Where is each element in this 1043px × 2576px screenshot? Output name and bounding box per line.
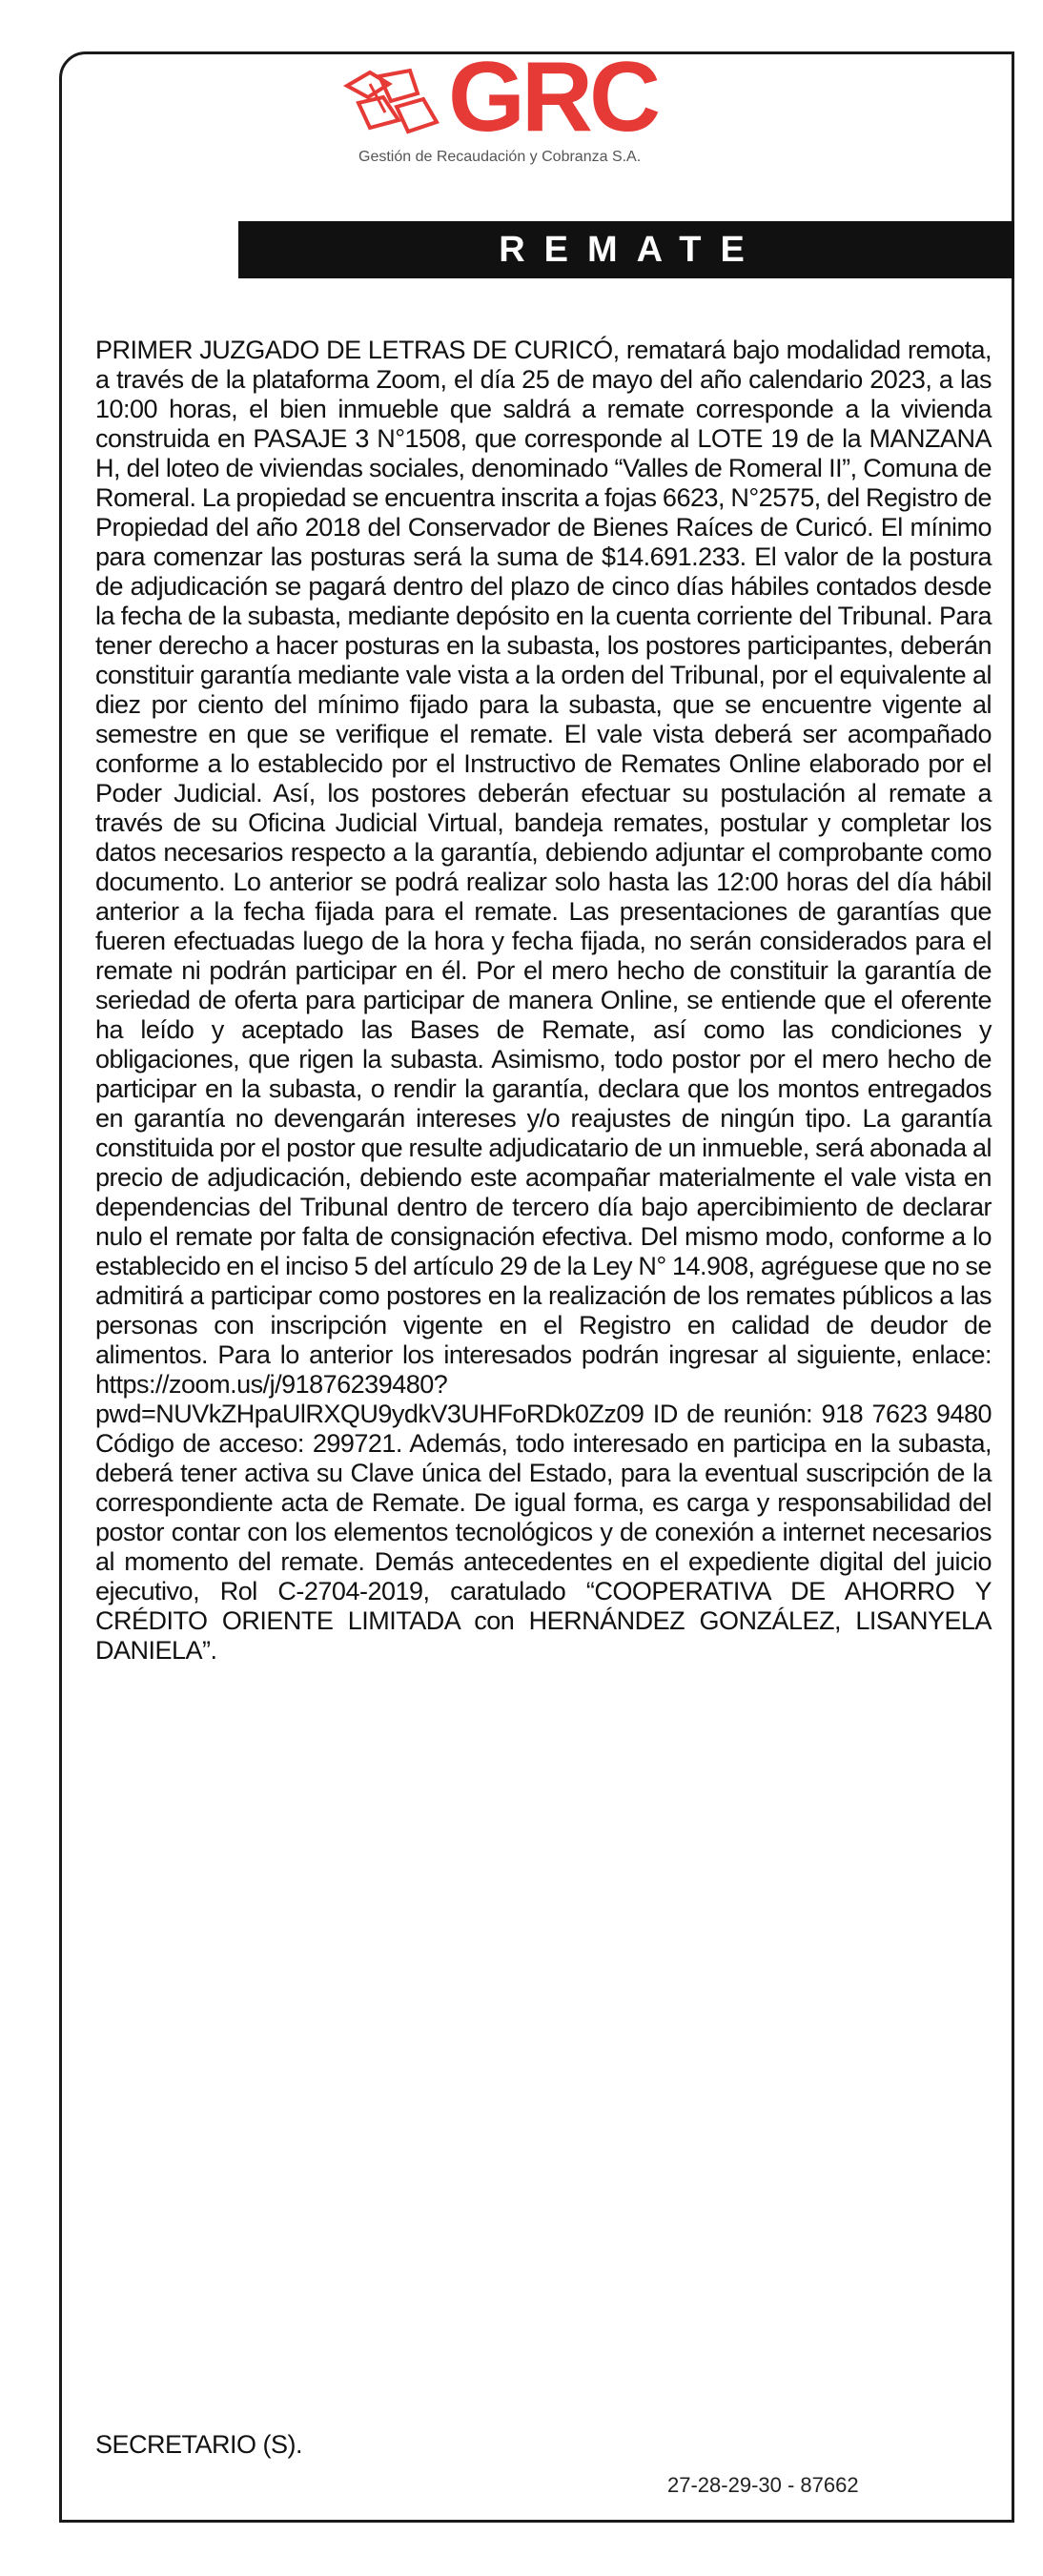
notice-body: PRIMER JUZGADO DE LETRAS DE CURICÓ, rematará bajo modalidad remota, a través de la plataforma Zoom, el día 25 de mayo del año calendario 2023, a las 10:00 horas, el bien inmueble que saldrá a remate corresponde a la vivienda construida en PASAJE 3 N°1508, que corresponde al LOTE 19 de la MANZANA H, del loteo de viviendas sociales, denominado “Valles de Romeral II”, Comuna de Romeral. La propiedad se encuentra inscrita a fojas 6623, N°2575, del Registro de Propiedad del año 2018 del Conservador de Bienes Raíces de Curicó. El mínimo para comenzar las posturas será la suma de $14.691.233. El valor de la postura de adjudicación se pagará dentro del plazo de cinco días hábiles contados desde la fecha de la subasta, mediante depósito en la cuenta corriente del Tribunal. Para tener derecho a hacer posturas en la subasta, los postores participantes, deberán constituir garantía mediante vale vista a la orden del Tribunal, por el equivalente al diez por ciento del mínimo fijado para la subasta, que se encuentre vigente al semestre en que se verifique el remate. El vale vista deberá ser acompañado conforme a lo establecido por el Instructivo de Remates Online elaborado por el Poder Judicial. Así, los postores deberán efectuar su postulación al remate a través de su Oficina Judicial Virtual, bandeja remates, postular y completar los datos necesarios respecto a la garantía, debiendo adjuntar el comprobante como documento. Lo anterior se podrá realizar solo hasta las 12:00 horas del día hábil anterior a la fecha fijada para el remate. Las presentaciones de garantías que fueren efectuadas luego de la hora y fecha fijada, no serán considerados para el remate ni podrán participar en él. Por el mero hecho de constituir la garantía de seriedad de oferta para participar de manera Online, se entiende que el oferente ha leído y aceptado las Bases de Remate, así como las condiciones y obligaciones, que rigen la subasta. Asimismo, todo postor por el mero hecho de participar en la subasta, o rendir la garantía, declara que los montos entregados en garantía no devengarán intereses y/o reajustes de ningún tipo. La garantía constituida por el postor que resulte adjudicatario de un inmueble, será abonada al precio de adjudicación, debiendo este acompañar materialmente el vale vista en dependencias del Tribunal dentro de tercero día bajo apercibimiento de declarar nulo el remate por falta de consignación efectiva. Del mismo modo, conforme a lo establecido en el inciso 5 del artículo 29 de la Ley N° 14.908, agréguese que no se admitirá a participar como postores en la realización de los remates públicos a las personas con inscripción vigente en el Registro en calidad de deudor de alimentos. Para lo anterior los interesados podrán ingresar al siguiente, enlace: https://zoom.us/j/91876239480?pwd=NUVkZHpaUlRXQU9ydkV3UHFoRDk0Zz09 ID de reunión: 918 7623 9480 Código de acceso: 299721. Además, todo interesado en participa en la subasta, deberá tener activa su Clave única del Estado, para la eventual suscripción de la correspondiente acta de Remate. De igual forma, es carga y responsabilidad del postor contar con los elementos tecnológicos y de conexión a internet necesarios al momento del remate. Demás antecedentes en el expediente digital del juicio ejecutivo, Rol C-2704-2019, caratulado “COOPERATIVA DE AHORRO Y CRÉDITO ORIENTE LIMITADA con HERNÁNDEZ GONZÁLEZ, LISANYELA DANIELA”. bbox=[95, 336, 992, 1665]
grc-logo bbox=[341, 42, 789, 179]
logo-wordmark: GRC bbox=[448, 42, 658, 153]
signature: SECRETARIO (S). bbox=[95, 2430, 303, 2459]
remate-banner: REMATE bbox=[238, 221, 1014, 278]
logo-tagline: Gestión de Recaudación y Cobranza S.A. bbox=[358, 149, 642, 165]
logo-mark-icon bbox=[341, 65, 444, 141]
publication-code: 27-28-29-30 - 87662 bbox=[667, 2473, 859, 2497]
